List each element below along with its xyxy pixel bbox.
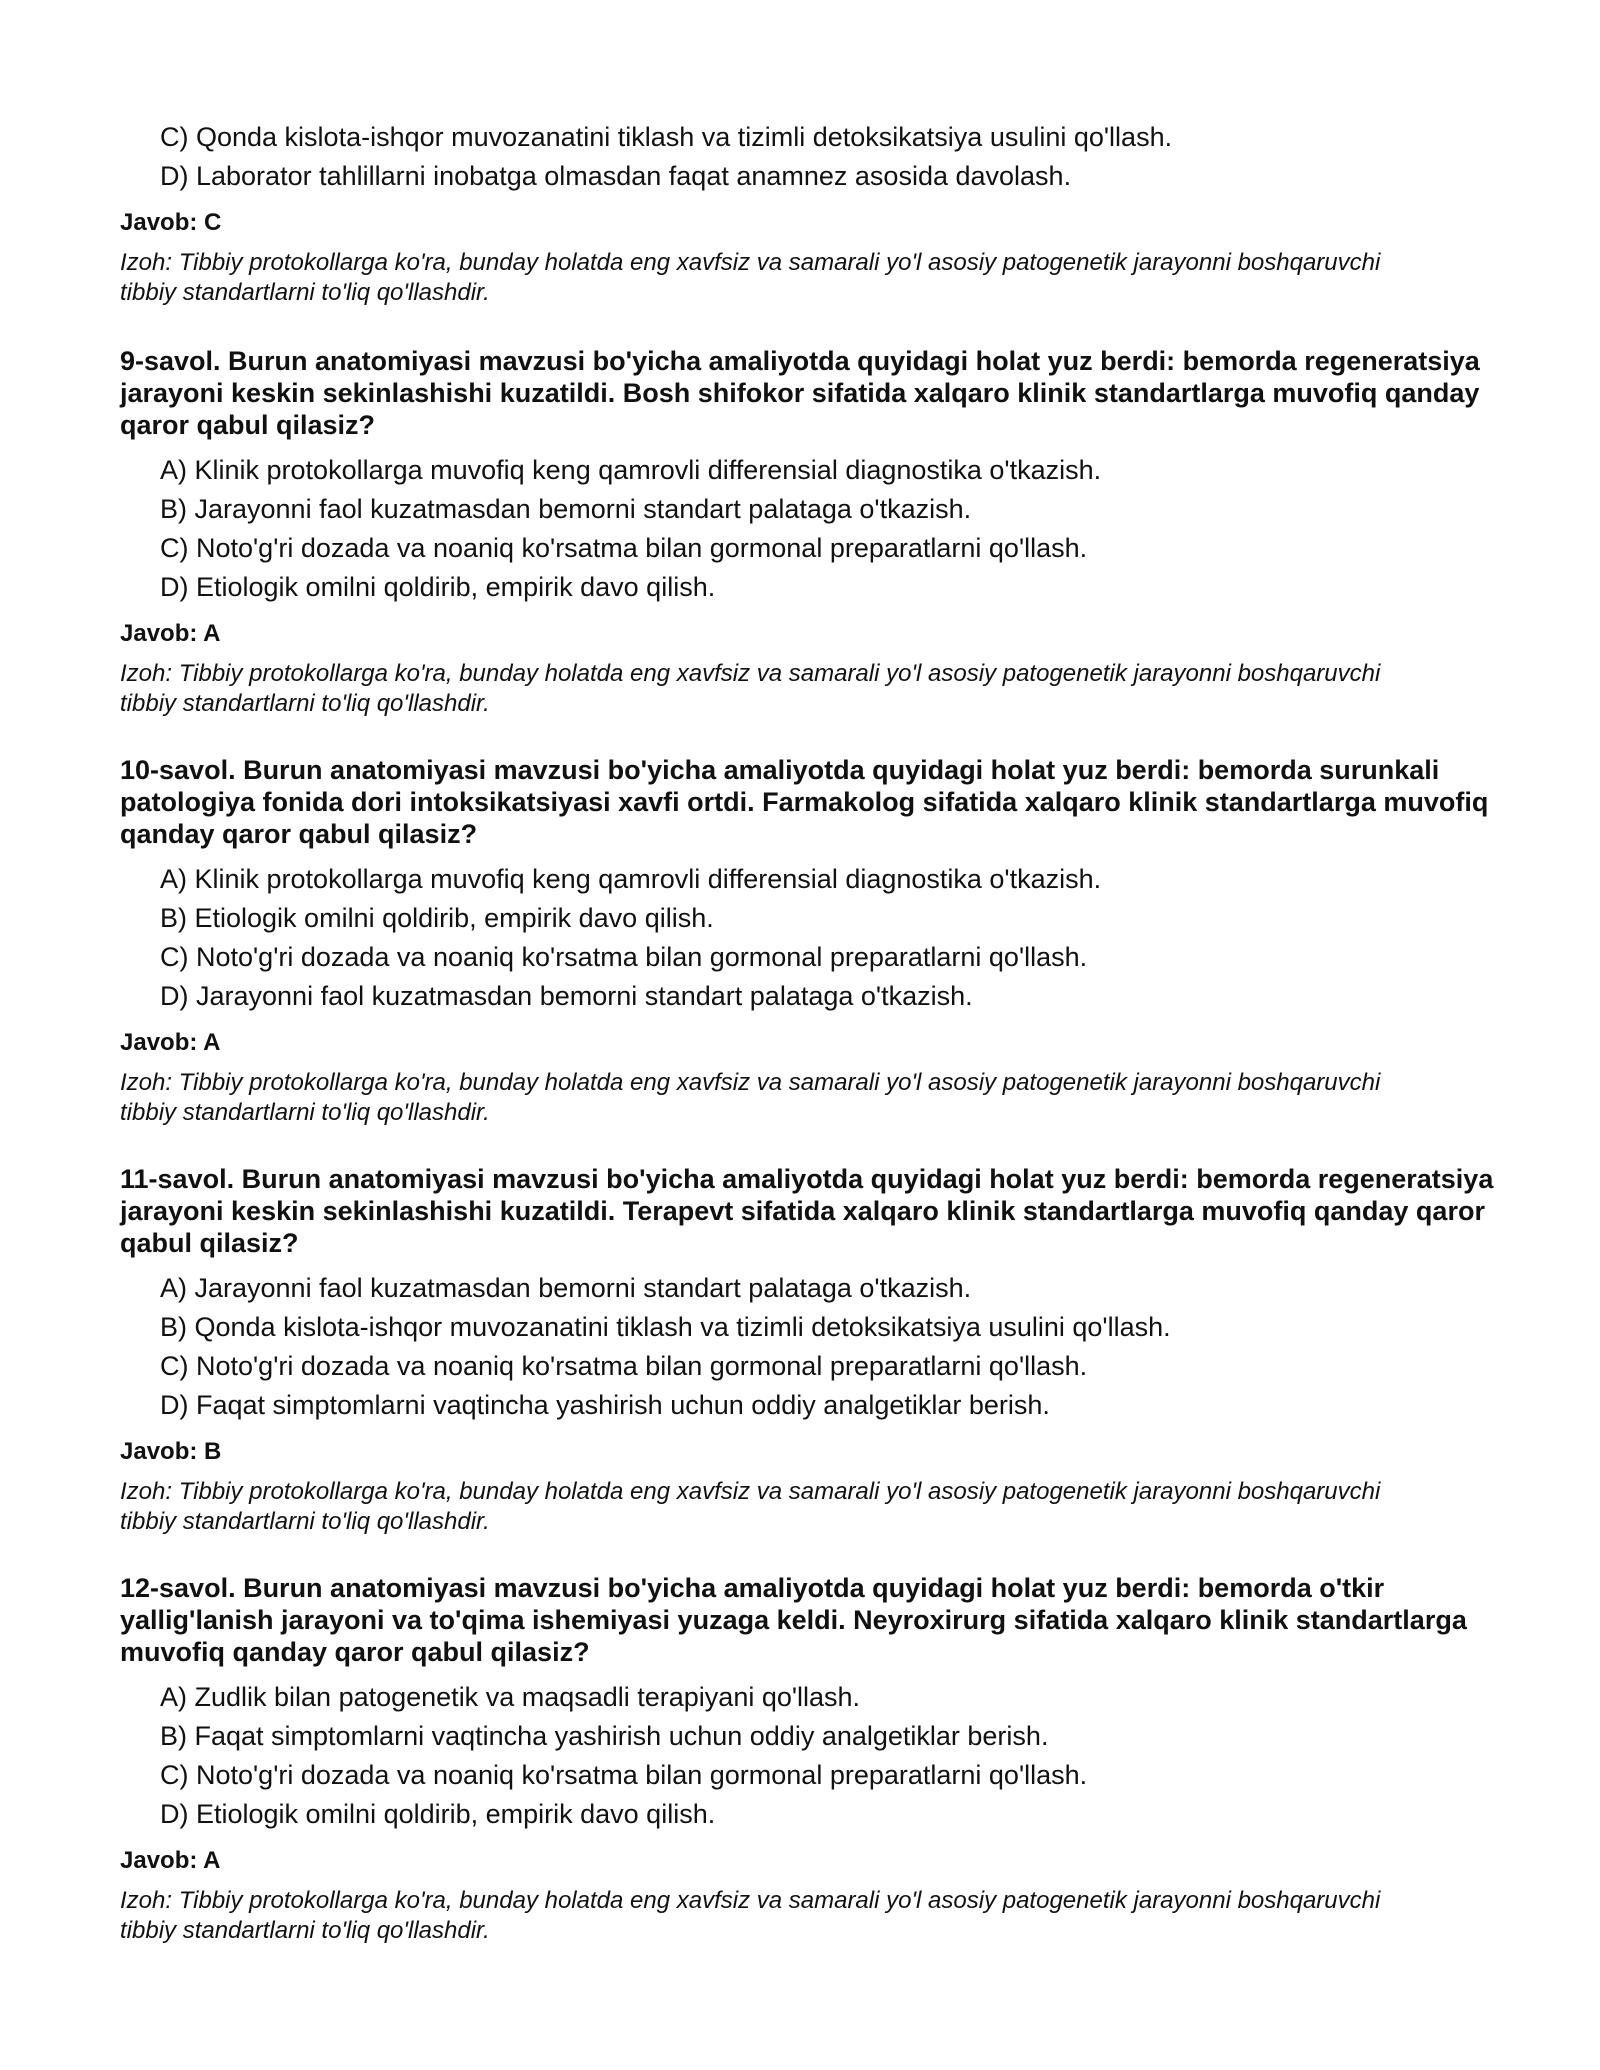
option-a: A) Klinik protokollarga muvofiq keng qamrovli differensial diagnostika o'tkazish. (160, 864, 1102, 894)
option-a: A) Jarayonni faol kuzatmasdan bemorni standart palataga o'tkazish. (160, 1273, 972, 1303)
explanation-note: Izoh: Tibbiy protokollarga ko'ra, bunday holatda eng xavfsiz va samarali yo'l asosiy patogenetik jarayonni boshqaruvchi tibbiy standartlarni to'liq qo'llashdir. (120, 1478, 1381, 1535)
option-a: A) Zudlik bilan patogenetik va maqsadli terapiyani qo'llash. (160, 1682, 861, 1712)
question-title: 9-savol. Burun anatomiyasi mavzusi bo'yicha amaliyotda quyidagi holat yuz berdi: bemorda regeneratsiya jarayoni keskin sekinlashishi kuzatildi. Bosh shifokor sifatida xalqaro klinik standartlarga muvofiq qanday qaror qabul qilasiz? (120, 346, 1480, 440)
question-9 (120, 345, 1500, 719)
explanation-note: Izoh: Tibbiy protokollarga ko'ra, bunday holatda eng xavfsiz va samarali yo'l asosiy patogenetik jarayonni boshqaruvchi tibbiy standartlarni to'liq qo'llashdir. (120, 660, 1381, 717)
option-d: D) Etiologik omilni qoldirib, empirik davo qilish. (160, 1799, 716, 1829)
question-title: 11-savol. Burun anatomiyasi mavzusi bo'yicha amaliyotda quyidagi holat yuz berdi: bemorda regeneratsiya jarayoni keskin sekinlashishi kuzatildi. Terapevt sifatida xalqaro klinik standartlarga muvofiq qanday qaror qabul qilasiz? (120, 1164, 1494, 1258)
option-b: B) Etiologik omilni qoldirib, empirik davo qilish. (160, 903, 714, 933)
question-8-continuation (120, 118, 1500, 308)
question-title: 10-savol. Burun anatomiyasi mavzusi bo'yicha amaliyotda quyidagi holat yuz berdi: bemorda surunkali patologiya fonida dori intoksikatsiyasi xavfi ortdi. Farmakolog sifatida xalqaro klinik standartlarga muvofiq qanday qaror qabul qilasiz? (120, 755, 1489, 849)
option-d: D) Laborator tahlillarni inobatga olmasdan faqat anamnez asosida davolash. (160, 161, 1072, 191)
option-d: D) Jarayonni faol kuzatmasdan bemorni standart palataga o'tkazish. (160, 981, 973, 1011)
option-d: D) Etiologik omilni qoldirib, empirik davo qilish. (160, 572, 716, 602)
answer-label: Javob: B (120, 1438, 222, 1465)
option-c: C) Noto'g'ri dozada va noaniq ko'rsatma bilan gormonal preparatlarni qo'llash. (160, 1760, 1088, 1790)
option-c: C) Noto'g'ri dozada va noaniq ko'rsatma bilan gormonal preparatlarni qo'llash. (160, 1351, 1088, 1381)
option-b: B) Qonda kislota-ishqor muvozanatini tiklash va tizimli detoksikatsiya usulini qo'llash. (160, 1312, 1171, 1342)
explanation-note: Izoh: Tibbiy protokollarga ko'ra, bunday holatda eng xavfsiz va samarali yo'l asosiy patogenetik jarayonni boshqaruvchi tibbiy standartlarni to'liq qo'llashdir. (120, 249, 1381, 306)
answer-label: Javob: A (120, 1847, 221, 1874)
explanation-note: Izoh: Tibbiy protokollarga ko'ra, bunday holatda eng xavfsiz va samarali yo'l asosiy patogenetik jarayonni boshqaruvchi tibbiy standartlarni to'liq qo'llashdir. (120, 1069, 1381, 1126)
explanation-note: Izoh: Tibbiy protokollarga ko'ra, bunday holatda eng xavfsiz va samarali yo'l asosiy patogenetik jarayonni boshqaruvchi tibbiy standartlarni to'liq qo'llashdir. (120, 1887, 1381, 1944)
answer-label: Javob: C (120, 209, 222, 236)
option-c: C) Noto'g'ri dozada va noaniq ko'rsatma bilan gormonal preparatlarni qo'llash. (160, 942, 1088, 972)
question-10 (120, 754, 1500, 1128)
question-11 (120, 1163, 1500, 1537)
option-b: B) Faqat simptomlarni vaqtincha yashirish uchun oddiy analgetiklar berish. (160, 1721, 1049, 1751)
question-title: 12-savol. Burun anatomiyasi mavzusi bo'yicha amaliyotda quyidagi holat yuz berdi: bemorda o'tkir yallig'lanish jarayoni va to'qima ishemiyasi yuzaga keldi. Neyroxirurg sifatida xalqaro klinik standartlarga muvofiq qanday qaror qabul qilasiz? (120, 1573, 1467, 1667)
option-b: B) Jarayonni faol kuzatmasdan bemorni standart palataga o'tkazish. (160, 494, 972, 524)
answer-label: Javob: A (120, 620, 221, 647)
question-12 (120, 1572, 1500, 1946)
option-c: C) Noto'g'ri dozada va noaniq ko'rsatma bilan gormonal preparatlarni qo'llash. (160, 533, 1088, 563)
option-a: A) Klinik protokollarga muvofiq keng qamrovli differensial diagnostika o'tkazish. (160, 455, 1102, 485)
answer-label: Javob: A (120, 1029, 221, 1056)
option-d: D) Faqat simptomlarni vaqtincha yashirish uchun oddiy analgetiklar berish. (160, 1390, 1050, 1420)
option-c: C) Qonda kislota-ishqor muvozanatini tiklash va tizimli detoksikatsiya usulini qo'llash. (160, 122, 1173, 152)
